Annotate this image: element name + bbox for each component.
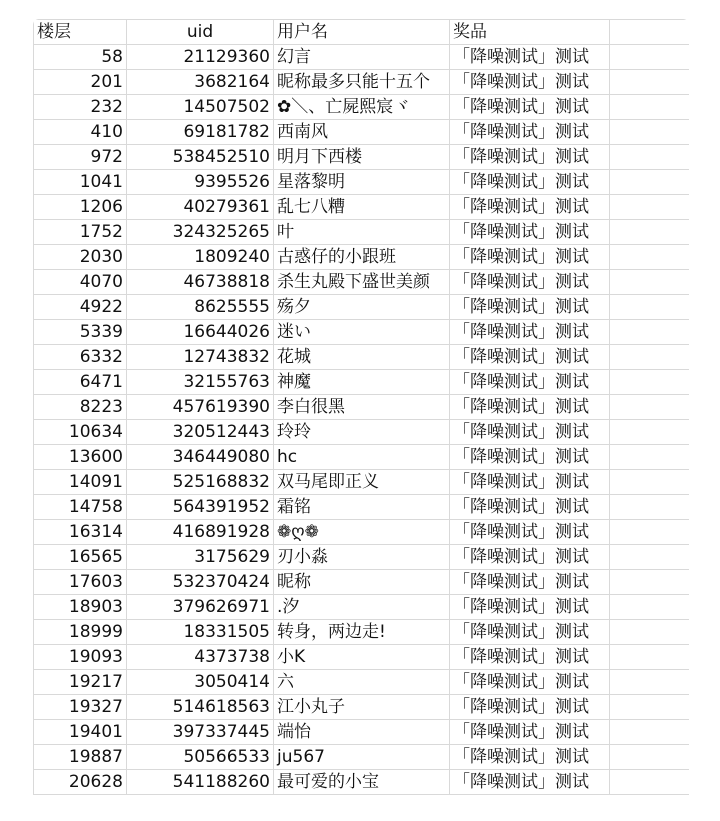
prize-cell[interactable]: 「降噪测试」测试 — [450, 520, 610, 545]
floor-cell[interactable]: 19217 — [34, 670, 127, 695]
prize-cell[interactable]: 「降噪测试」测试 — [450, 420, 610, 445]
prize-cell[interactable]: 「降噪测试」测试 — [450, 270, 610, 295]
uid-cell[interactable]: 40279361 — [127, 195, 274, 220]
floor-cell[interactable]: 19401 — [34, 720, 127, 745]
username-cell[interactable]: 星落黎明 — [274, 170, 450, 195]
empty-cell[interactable] — [610, 620, 690, 645]
uid-cell[interactable]: 32155763 — [127, 370, 274, 395]
winners-table — [33, 19, 689, 795]
table-row — [34, 320, 690, 345]
empty-cell[interactable] — [610, 245, 690, 270]
username-cell[interactable]: 乱七八糟 — [274, 195, 450, 220]
floor-cell[interactable]: 8223 — [34, 395, 127, 420]
uid-cell[interactable]: 21129360 — [127, 45, 274, 70]
empty-cell[interactable] — [610, 770, 690, 795]
empty-cell[interactable] — [610, 595, 690, 620]
table-row — [34, 345, 690, 370]
table-row — [34, 270, 690, 295]
prize-cell[interactable]: 「降噪测试」测试 — [450, 295, 610, 320]
table-row — [34, 220, 690, 245]
uid-cell[interactable]: 3050414 — [127, 670, 274, 695]
username-cell[interactable]: 幻言 — [274, 45, 450, 70]
spreadsheet — [33, 19, 689, 801]
table-row — [34, 495, 690, 520]
floor-cell[interactable]: 6471 — [34, 370, 127, 395]
floor-cell[interactable]: 20628 — [34, 770, 127, 795]
username-cell[interactable]: hc — [274, 445, 450, 470]
prize-cell[interactable]: 「降噪测试」测试 — [450, 545, 610, 570]
header-username[interactable]: 用户名 — [274, 20, 450, 45]
uid-cell[interactable]: 324325265 — [127, 220, 274, 245]
uid-cell[interactable]: 50566533 — [127, 745, 274, 770]
empty-cell[interactable] — [610, 120, 690, 145]
empty-cell[interactable] — [610, 645, 690, 670]
table-row — [34, 395, 690, 420]
uid-cell[interactable]: 532370424 — [127, 570, 274, 595]
username-cell[interactable]: ❁ღ❁ — [274, 520, 450, 545]
username-cell[interactable]: 古惑仔的小跟班 — [274, 245, 450, 270]
username-cell[interactable]: 西南风 — [274, 120, 450, 145]
empty-cell[interactable] — [610, 70, 690, 95]
floor-cell[interactable]: 19093 — [34, 645, 127, 670]
empty-cell[interactable] — [610, 745, 690, 770]
empty-cell[interactable] — [610, 370, 690, 395]
uid-cell[interactable]: 8625555 — [127, 295, 274, 320]
table-row — [34, 170, 690, 195]
uid-cell[interactable]: 18331505 — [127, 620, 274, 645]
prize-cell[interactable]: 「降噪测试」测试 — [450, 145, 610, 170]
floor-cell[interactable]: 4922 — [34, 295, 127, 320]
header-row — [34, 20, 690, 45]
empty-cell[interactable] — [610, 170, 690, 195]
floor-cell[interactable]: 1041 — [34, 170, 127, 195]
table-row — [34, 470, 690, 495]
uid-cell[interactable]: 320512443 — [127, 420, 274, 445]
prize-cell[interactable]: 「降噪测试」测试 — [450, 170, 610, 195]
uid-cell[interactable]: 3682164 — [127, 70, 274, 95]
floor-cell[interactable]: 58 — [34, 45, 127, 70]
uid-cell[interactable]: 538452510 — [127, 145, 274, 170]
table-row — [34, 620, 690, 645]
empty-cell[interactable] — [610, 520, 690, 545]
uid-cell[interactable]: 379626971 — [127, 595, 274, 620]
floor-cell[interactable]: 17603 — [34, 570, 127, 595]
table-row — [34, 545, 690, 570]
prize-cell[interactable]: 「降噪测试」测试 — [450, 45, 610, 70]
empty-cell[interactable] — [610, 295, 690, 320]
floor-cell[interactable]: 1752 — [34, 220, 127, 245]
table-row — [34, 145, 690, 170]
prize-cell[interactable]: 「降噪测试」测试 — [450, 645, 610, 670]
username-cell[interactable]: 最可爱的小宝 — [274, 770, 450, 795]
uid-cell[interactable]: 3175629 — [127, 545, 274, 570]
username-cell[interactable]: 双马尾即正义 — [274, 470, 450, 495]
uid-cell[interactable]: 12743832 — [127, 345, 274, 370]
prize-cell[interactable]: 「降噪测试」测试 — [450, 395, 610, 420]
uid-cell[interactable]: 564391952 — [127, 495, 274, 520]
floor-cell[interactable]: 5339 — [34, 320, 127, 345]
table-body — [34, 20, 690, 795]
prize-cell[interactable]: 「降噪测试」测试 — [450, 470, 610, 495]
username-cell[interactable]: 李白很黑 — [274, 395, 450, 420]
table-row — [34, 195, 690, 220]
username-cell[interactable]: 明月下西楼 — [274, 145, 450, 170]
username-cell[interactable]: 叶 — [274, 220, 450, 245]
username-cell[interactable]: 小K — [274, 645, 450, 670]
username-cell[interactable]: 六 — [274, 670, 450, 695]
username-cell[interactable]: 花城 — [274, 345, 450, 370]
prize-cell[interactable]: 「降噪测试」测试 — [450, 120, 610, 145]
prize-cell[interactable]: 「降噪测试」测试 — [450, 595, 610, 620]
empty-cell[interactable] — [610, 95, 690, 120]
empty-cell[interactable] — [610, 320, 690, 345]
floor-cell[interactable]: 6332 — [34, 345, 127, 370]
username-cell[interactable]: 端怡 — [274, 720, 450, 745]
prize-cell[interactable]: 「降噪测试」测试 — [450, 95, 610, 120]
prize-cell[interactable]: 「降噪测试」测试 — [450, 570, 610, 595]
uid-cell[interactable]: 541188260 — [127, 770, 274, 795]
empty-cell[interactable] — [610, 720, 690, 745]
table-row — [34, 720, 690, 745]
uid-cell[interactable]: 14507502 — [127, 95, 274, 120]
table-row — [34, 120, 690, 145]
floor-cell[interactable]: 201 — [34, 70, 127, 95]
prize-cell[interactable]: 「降噪测试」测试 — [450, 220, 610, 245]
empty-cell[interactable] — [610, 345, 690, 370]
username-cell[interactable]: 刃小淼 — [274, 545, 450, 570]
prize-cell[interactable]: 「降噪测试」测试 — [450, 445, 610, 470]
floor-cell[interactable]: 1206 — [34, 195, 127, 220]
uid-cell[interactable]: 69181782 — [127, 120, 274, 145]
username-cell[interactable]: 迷い — [274, 320, 450, 345]
username-cell[interactable]: 昵称最多只能十五个 — [274, 70, 450, 95]
header-floor[interactable]: 楼层 — [34, 20, 127, 45]
table-row — [34, 245, 690, 270]
uid-cell[interactable]: 457619390 — [127, 395, 274, 420]
floor-cell[interactable]: 19887 — [34, 745, 127, 770]
prize-cell[interactable]: 「降噪测试」测试 — [450, 670, 610, 695]
prize-cell[interactable]: 「降噪测试」测试 — [450, 620, 610, 645]
floor-cell[interactable]: 19327 — [34, 695, 127, 720]
uid-cell[interactable]: 346449080 — [127, 445, 274, 470]
prize-cell[interactable]: 「降噪测试」测试 — [450, 70, 610, 95]
prize-cell[interactable]: 「降噪测试」测试 — [450, 245, 610, 270]
table-row — [34, 770, 690, 795]
username-cell[interactable]: 江小丸子 — [274, 695, 450, 720]
table-row — [34, 295, 690, 320]
prize-cell[interactable]: 「降噪测试」测试 — [450, 695, 610, 720]
floor-cell[interactable]: 13600 — [34, 445, 127, 470]
username-cell[interactable]: 杀生丸殿下盛世美颜 — [274, 270, 450, 295]
header-uid[interactable]: uid — [127, 20, 274, 45]
empty-cell[interactable] — [610, 20, 690, 45]
floor-cell[interactable]: 16314 — [34, 520, 127, 545]
uid-cell[interactable]: 46738818 — [127, 270, 274, 295]
floor-cell[interactable]: 4070 — [34, 270, 127, 295]
table-row — [34, 695, 690, 720]
floor-cell[interactable]: 10634 — [34, 420, 127, 445]
empty-cell[interactable] — [610, 495, 690, 520]
table-row — [34, 420, 690, 445]
username-cell[interactable]: 转身，两边走! — [274, 620, 450, 645]
empty-cell[interactable] — [610, 270, 690, 295]
floor-cell[interactable]: 232 — [34, 95, 127, 120]
floor-cell[interactable]: 14758 — [34, 495, 127, 520]
uid-cell[interactable]: 525168832 — [127, 470, 274, 495]
username-cell[interactable]: 霜铭 — [274, 495, 450, 520]
floor-cell[interactable]: 2030 — [34, 245, 127, 270]
header-prize[interactable]: 奖品 — [450, 20, 610, 45]
floor-cell[interactable]: 18999 — [34, 620, 127, 645]
empty-cell[interactable] — [610, 470, 690, 495]
floor-cell[interactable]: 410 — [34, 120, 127, 145]
username-cell[interactable]: ju567 — [274, 745, 450, 770]
empty-cell[interactable] — [610, 695, 690, 720]
uid-cell[interactable]: 16644026 — [127, 320, 274, 345]
empty-cell[interactable] — [610, 420, 690, 445]
table-row — [34, 70, 690, 95]
uid-cell[interactable]: 416891928 — [127, 520, 274, 545]
prize-cell[interactable]: 「降噪测试」测试 — [450, 770, 610, 795]
table-row — [34, 670, 690, 695]
prize-cell[interactable]: 「降噪测试」测试 — [450, 370, 610, 395]
floor-cell[interactable]: 972 — [34, 145, 127, 170]
table-row — [34, 95, 690, 120]
empty-cell[interactable] — [610, 545, 690, 570]
username-cell[interactable]: ✿＼、亡屍熙宸ヾ — [274, 95, 450, 120]
floor-cell[interactable]: 14091 — [34, 470, 127, 495]
empty-cell[interactable] — [610, 670, 690, 695]
empty-cell[interactable] — [610, 145, 690, 170]
table-row — [34, 645, 690, 670]
floor-cell[interactable]: 18903 — [34, 595, 127, 620]
prize-cell[interactable]: 「降噪测试」测试 — [450, 345, 610, 370]
empty-cell[interactable] — [610, 220, 690, 245]
table-row — [34, 595, 690, 620]
empty-cell[interactable] — [610, 570, 690, 595]
username-cell[interactable]: 昵称 — [274, 570, 450, 595]
username-cell[interactable]: 玲玲 — [274, 420, 450, 445]
empty-cell[interactable] — [610, 195, 690, 220]
table-row — [34, 445, 690, 470]
table-row — [34, 45, 690, 70]
empty-cell[interactable] — [610, 395, 690, 420]
uid-cell[interactable]: 514618563 — [127, 695, 274, 720]
prize-cell[interactable]: 「降噪测试」测试 — [450, 745, 610, 770]
uid-cell[interactable]: 397337445 — [127, 720, 274, 745]
floor-cell[interactable]: 16565 — [34, 545, 127, 570]
uid-cell[interactable]: 4373738 — [127, 645, 274, 670]
uid-cell[interactable]: 1809240 — [127, 245, 274, 270]
username-cell[interactable]: 神魔 — [274, 370, 450, 395]
username-cell[interactable]: 殇夕 — [274, 295, 450, 320]
empty-cell[interactable] — [610, 445, 690, 470]
prize-cell[interactable]: 「降噪测试」测试 — [450, 195, 610, 220]
prize-cell[interactable]: 「降噪测试」测试 — [450, 320, 610, 345]
uid-cell[interactable]: 9395526 — [127, 170, 274, 195]
table-row — [34, 745, 690, 770]
table-row — [34, 570, 690, 595]
table-row — [34, 370, 690, 395]
table-row — [34, 520, 690, 545]
prize-cell[interactable]: 「降噪测试」测试 — [450, 720, 610, 745]
empty-cell[interactable] — [610, 45, 690, 70]
username-cell[interactable]: .汐 — [274, 595, 450, 620]
prize-cell[interactable]: 「降噪测试」测试 — [450, 495, 610, 520]
